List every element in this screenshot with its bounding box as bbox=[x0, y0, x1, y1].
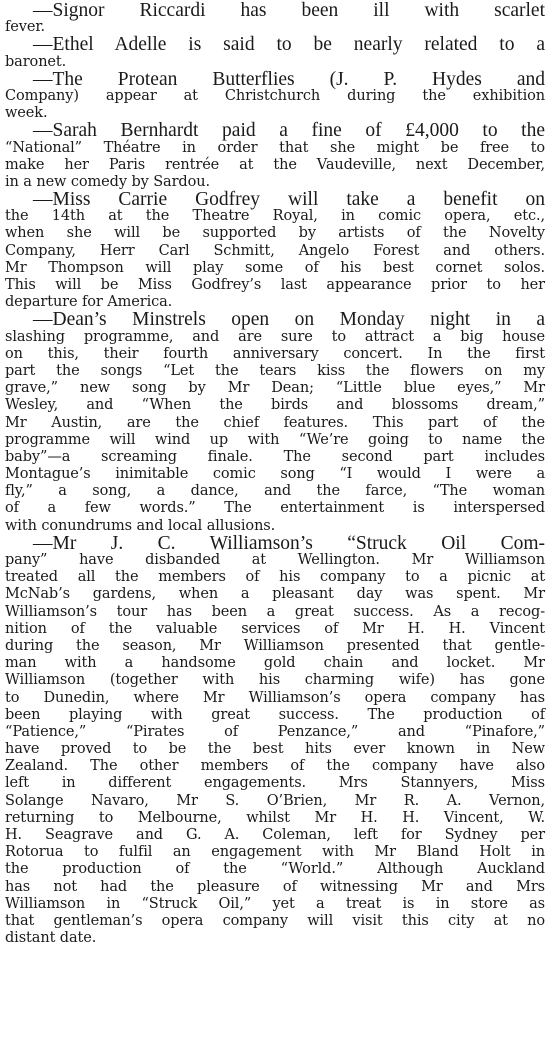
newspaper-column bbox=[5, 2, 545, 947]
news-item-text-line: when she will be supported by artists of the Novelty bbox=[5, 225, 545, 242]
news-item bbox=[5, 191, 545, 311]
news-item-text-line: has not had the pleasure of witnessing Mr and Mrs bbox=[5, 878, 545, 895]
news-item-text-line: H. Seagrave and G. A. Coleman, left for Sydney per bbox=[5, 827, 545, 843]
news-item-headline-line: —The Protean Butterflies (J. P. Hydes and bbox=[33, 68, 545, 90]
news-item bbox=[5, 68, 545, 123]
news-item-headline-line: —Ethel Adelle is said to be nearly related to a bbox=[33, 34, 545, 56]
news-item bbox=[5, 311, 545, 534]
news-item-text-line: returning to Melbourne, whilst Mr H. H. Vincent, W. bbox=[5, 809, 545, 826]
news-item-text-line: baby”—a screaming finale. The second part includes bbox=[5, 448, 545, 465]
news-item-text-line: man with a handsome gold chain and locket. Mr bbox=[5, 655, 545, 672]
news-item-text-line: Solange Navaro, Mr S. O’Brien, Mr R. A. Vernon, bbox=[5, 792, 545, 809]
news-item-text-line: part the songs “Let the tears kiss the flowers on my bbox=[5, 362, 545, 379]
news-item-text-line: McNab’s gardens, when a pleasant day was spent. Mr bbox=[5, 586, 545, 603]
news-item-text-line: “National” Théatre in order that she might be free to bbox=[5, 139, 545, 156]
news-item-text-line: left in different engagements. Mrs Stannyers, Miss bbox=[5, 775, 545, 792]
news-item-text-line: departure for America. bbox=[5, 294, 173, 311]
news-item-text-line: during the season, Mr Williamson presented that gentle- bbox=[5, 637, 545, 654]
news-item-text-line: in a new comedy by Sardou. bbox=[5, 173, 210, 190]
news-item-text-line: Zealand. The other members of the company have also bbox=[5, 758, 545, 775]
news-item-text-line: Company) appear at Christchurch during the exhibition bbox=[5, 87, 545, 104]
news-item-text-line: Company, Herr Carl Schmitt, Angelo Forest and others. bbox=[5, 242, 545, 259]
news-item-headline-line: —Miss Carrie Godfrey will take a benefit on bbox=[33, 189, 545, 211]
news-item bbox=[5, 532, 545, 948]
news-item bbox=[5, 122, 545, 191]
news-item-text-line: on this, their fourth anniversary concert. In the first bbox=[5, 345, 545, 362]
news-item bbox=[5, 36, 545, 70]
news-item-text-line: Mr Thompson will play some of his best cornet solos. bbox=[5, 259, 545, 276]
news-item-text-line: pany” have disbanded at Wellington. Mr Williamson bbox=[5, 552, 545, 568]
news-item-text-line: been playing with great success. The production of bbox=[5, 706, 545, 723]
news-item-text-line: baronet. bbox=[5, 53, 67, 70]
news-item-text-line: Williamson’s tour has been a great success. As a recog- bbox=[5, 603, 545, 620]
news-item-text-line: the production of the “World.” Although Auckland bbox=[5, 861, 545, 878]
news-item-text-line: fever. bbox=[5, 19, 46, 36]
news-item-text-line: programme will wind up with “We’re going to name the bbox=[5, 431, 545, 448]
news-item-text-line: to Dunedin, where Mr Williamson’s opera company has bbox=[5, 689, 545, 706]
news-item-headline-line: —Dean’s Minstrels open on Monday night in a bbox=[33, 309, 545, 331]
news-item-text-line: that gentleman’s opera company will visit this city at no bbox=[5, 912, 545, 929]
news-item-text-line: make her Paris rentrée at the Vaudeville, next December, bbox=[5, 156, 545, 173]
news-item-text-line: week. bbox=[5, 105, 48, 122]
news-item-headline-line: —Mr J. C. Williamson’s “Struck Oil Com- bbox=[33, 532, 545, 554]
news-item-text-line: This will be Miss Godfrey’s last appearance prior to her bbox=[5, 277, 545, 293]
news-item-headline-line: —Signor Riccardi has been ill with scarlet bbox=[33, 0, 545, 21]
news-item-text-line: Williamson (together with his charming wife) has gone bbox=[5, 672, 545, 689]
news-item-text-line: nition of the valuable services of Mr H. H. Vincent bbox=[5, 620, 545, 637]
news-item-text-line: fly,” a song, a dance, and the farce, “The woman bbox=[5, 483, 545, 500]
news-item-text-line: have proved to be the best hits ever known in New bbox=[5, 741, 545, 758]
news-item-headline-line: —Sarah Bernhardt paid a fine of £4,000 to the bbox=[33, 120, 545, 142]
news-item-text-line: grave,” new song by Mr Dean; “Little blue eyes,” Mr bbox=[5, 380, 545, 397]
news-item-text-line: the 14th at the Theatre Royal, in comic opera, etc., bbox=[5, 208, 545, 225]
news-item-text-line: slashing programme, and are sure to attract a big house bbox=[5, 328, 545, 345]
news-item-text-line: Rotorua to fulfil an engagement with Mr Bland Holt in bbox=[5, 844, 545, 861]
news-item-text-line: treated all the members of his company to a picnic at bbox=[5, 569, 545, 586]
news-item-text-line: Wesley, and “When the birds and blossoms dream,” bbox=[5, 397, 545, 414]
news-item-text-line: distant date. bbox=[5, 930, 97, 947]
news-item-text-line: Montague’s inimitable comic song “I would I were a bbox=[5, 466, 545, 483]
news-item bbox=[5, 2, 545, 36]
news-item-text-line: of a few words.” The entertainment is interspersed bbox=[5, 500, 545, 517]
news-item-text-line: Mr Austin, are the chief features. This part of the bbox=[5, 414, 545, 431]
news-item-text-line: “Patience,” “Pirates of Penzance,” and “Pinafore,” bbox=[5, 723, 545, 740]
news-item-text-line: Williamson in “Struck Oil,” yet a treat is in store as bbox=[5, 895, 545, 912]
news-item-text-line: with conundrums and local allusions. bbox=[5, 517, 276, 534]
